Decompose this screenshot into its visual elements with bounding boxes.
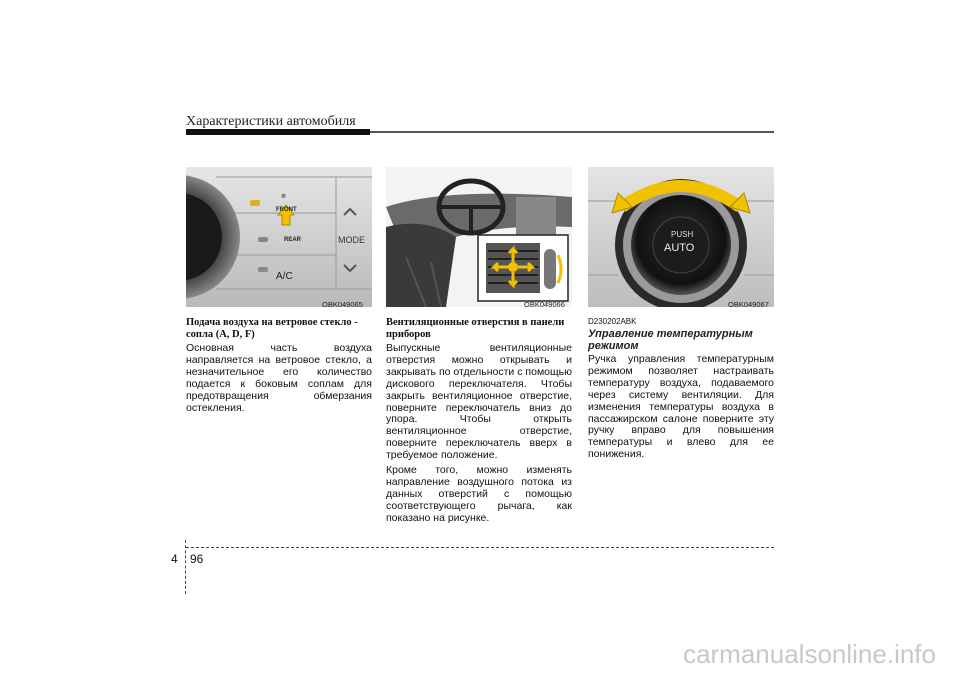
page-number: 96 [190,552,204,566]
heading-defrost: Подача воздуха на ветровое стекло - сопла (A, D, F) [186,317,358,340]
figure-code-3: OBK049067 [728,300,769,309]
mode-label: MODE [338,235,365,245]
header-tab-bar [186,129,370,135]
auto-label: AUTO [664,242,695,254]
column-defrost-text [186,317,372,417]
figure-code-1: OBK049065 [322,300,363,309]
paragraph: Ручка управления температурным режимом позволяет настраивать температуру воздуха, подаваемого через систему вентиляции. Для изменения температуры воздуха в пассажирском салоне поверните эту ручку вправо для повышения температуры и влево для ее понижения. [588,353,774,461]
paragraph: Основная часть воздуха направляется на ветровое стекло, а незначительное его количество подается к боковым соплам для предотвращения обмерзания остекления. [186,342,372,414]
vent-inset [478,235,568,301]
heading-vents: Вентиляционные отверстия в панели приборов [386,317,565,340]
dashboard-illustration [386,167,572,307]
page-header-title: Характеристики автомобиля [186,114,356,129]
chapter-number: 4 [171,552,178,566]
rear-label: REAR [284,237,302,243]
reference-code: D230202ABK [588,317,637,326]
paragraph: Кроме того, можно изменять направление воздушного потока из данных отверстий с помощью соответствующего рычага, как показано на рисунке. [386,464,572,524]
paragraph: Выпускные вентиляционные отверстия можно открывать и закрывать по отдельности с помощью дискового переключателя. Чтобы закрыть вентиляционное отверстие, поверните переключатель вниз до упора. Чтобы открыть вентиляционное отверстие, поверните переключатель вверх в требуемое положение. [386,342,572,462]
front-label: FRONT [276,207,297,213]
figure-dashboard-vents [386,167,572,307]
push-label: PUSH [671,230,694,239]
temperature-knob-illustration [588,167,774,307]
figure-defrost-panel [186,167,372,307]
watermark: carmanualsonline.info [683,639,936,669]
front-indicator-led [250,200,260,206]
defrost-front-icon: ⟰ [281,194,287,200]
figure-temperature-knob [588,167,774,307]
column-temperature-text [588,317,774,464]
defrost-panel-illustration [186,167,372,307]
figure-code-2: OBK049066 [524,300,565,309]
ac-label: A/C [276,271,293,282]
footer-rule [186,547,774,548]
column-vents-text [386,317,572,528]
heading-temperature: Управление температурным режимом [588,328,753,352]
footer-divider [185,540,186,594]
